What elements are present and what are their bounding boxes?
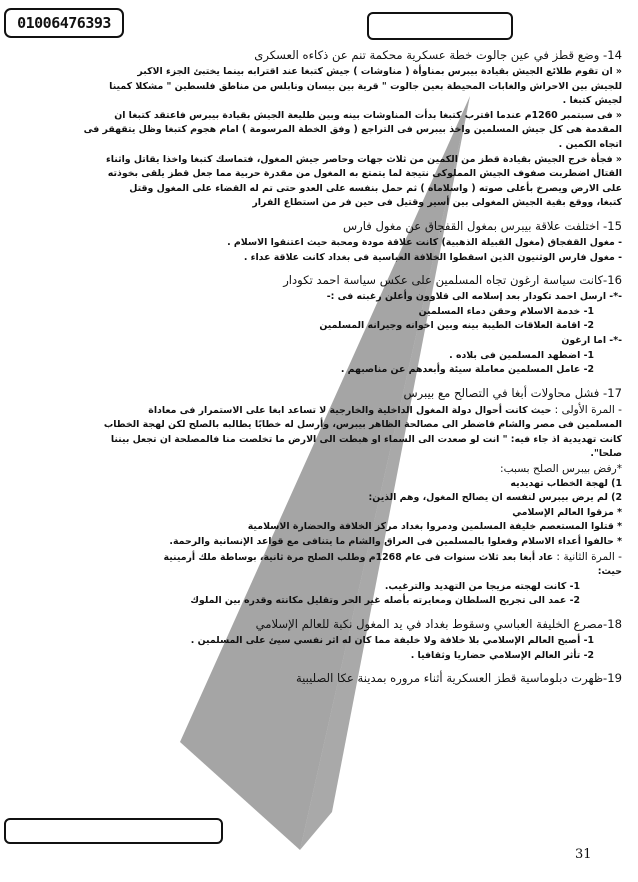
section-16-heading: 16-كانت سياسة ارغون تجاه المسلمين على عكس سياسة احمد تكودار	[283, 273, 622, 288]
section-15-line: - مغول فارس الوثنيون الذين اسقطوا الخلافة العباسية فى بغداد كانت علاقة عداء .	[243, 251, 622, 263]
second-attempt-text: عاد أبغا بعد ثلاث سنوات فى عام 1268م وطلب الصلح مرة ثانية، بوساطة ملك أرمينية	[163, 551, 554, 563]
section-15-line: - مغول القفجاق (مغول القبيلة الذهبية) كانت علاقة مودة ومحبة حيث اعتنقوا الاسلام .	[227, 236, 622, 248]
section-14-heading: 14- وضع قطز في عين جالوت خطة عسكرية محكمة تنم عن ذكاءه العسكرى	[254, 48, 622, 62]
section-17-line: 1- كانت لهجته مزيجا من التهديد والترغيب.	[384, 580, 580, 592]
section-16-line: 2- عامل المسلمين معاملة سيئة وأبعدهم عن مناصبهم .	[340, 364, 594, 376]
page-number: 31	[575, 847, 592, 862]
phone-number: 01006476393	[17, 14, 111, 32]
section-14-line: « فى سبتمبر 1260م عندما اقترب كتبغا بدأت المناوشات بينه وبين طليعة الجيش بقيادة بيبرس فاعتقد كتبغا ان	[114, 109, 622, 121]
section-17-second-line	[22, 550, 622, 566]
section-17-first-line	[22, 403, 622, 419]
section-14-line: « ان تقوم طلائع الجيش بقيادة بيبرس بمناوأة ( مناوشات ) جيش كتبغا عند اقترابه بينما يختبئ الجزء الاكبر	[137, 66, 622, 77]
section-16-line: 1- اضطهد المسلمين فى بلاده .	[449, 349, 594, 361]
refusal-line: 2) لم يرض بيبرس لنفسه ان يصالح المغول، وهم الذين:	[368, 492, 622, 504]
section-17-heading: 17- فشل محاولات أبغا في التصالح مع بيبرس	[403, 385, 622, 400]
refusal-line: 1) لهجة الخطاب تهديديه	[510, 477, 622, 489]
section-14-line: اتجاه الكمين .	[558, 138, 622, 150]
section-15-heading: 15- اختلفت علاقة بيبرس بمغول القفجاق عن مغول فارس	[343, 218, 622, 233]
section-16-line: 2- اقامة العلاقات الطيبة بينه وبين اخوانه وجيرانه المسلمين	[319, 320, 594, 332]
section-14-line: القتال اضطربت صفوف الجيش المملوكى نتيجة لما يتمتع به المغول من مقدرة حربية مما جعل قطز يلقى بخوذته	[107, 168, 622, 180]
second-attempt-label: - المرة الثانية :	[556, 550, 622, 563]
section-18-line: 2- تأثر العالم الإسلامي حضاريا وثقافيا .	[410, 649, 594, 661]
footer-box	[4, 818, 223, 844]
section-18-heading: 18-مصرع الخليفة العباسي وسقوط بغداد في يد المغول نكبة للعالم الإسلامي	[255, 617, 622, 631]
refusal-title: *رفض بيبرس الصلح بسبب:	[500, 463, 622, 476]
name-box	[367, 12, 513, 40]
section-17-line: كانت تهديدية اذ جاء فيه: " انت لو صعدت الى السماء او هبطت الى الارض ما تخلصت منا فالمصلحة ان تجعل بيننا	[110, 433, 622, 445]
first-attempt-label: - المرة الأولى :	[554, 403, 622, 416]
section-17-line: حيث:	[597, 566, 622, 578]
refusal-line: * قتلوا المستعصم خليفة المسلمين ودمروا بغداد مركز الخلافة والحضارة الاسلامية	[247, 521, 622, 533]
section-17-line: 2- عمد الى تجريح السلطان ومعايرته بأصله غير الحر وتقليل مكانته وقدره بين الملوك	[190, 595, 580, 607]
section-16-line: -*- ارسل احمد تكودار بعد إسلامه الى قلاوون وأعلن رغبته فى :-	[326, 291, 622, 303]
section-17-line: المسلمين فى مصر والشام فاضطر الى مصالحة الظاهر بيبرس، وأرسل له خطابًا يطالبه بالصلح لكن لهجة الخطاب	[103, 419, 622, 431]
section-14-line: كتبغا، ووقع بقية الجيش المغولى بين أسير وقتيل فى حين فر من استطاع الفرار	[252, 197, 622, 209]
section-19-heading: 19-ظهرت دبلوماسية قطز العسكرية أثناء مروره بمدينة عكا الصليبية	[295, 671, 622, 686]
section-14-line: « فجأة خرج الجيش بقيادة قطز من الكمين من ثلاث جهات وحاصر جيش المغول، فتماسك كتبغا واخذا يقاتل واثناء	[105, 153, 622, 165]
section-14-line: للجيش بين الاحراش والغابات المحيطة بعين جالوت " قرية بين بيسان ونابلس من مناطق فلسطين " مشكلا كمينا	[109, 80, 622, 92]
section-14-line: على الارض ويصرخ بأعلى صوته ( واسلاماه ) ثم حمل بنفسه على العدو حتى تم له القضاء على المغول وقتل	[129, 182, 622, 194]
first-attempt-text: حيث كانت أحوال دولة المغول الداخلية والخارجية لا تساعد ابغا على الاستمرار فى معاداة	[148, 404, 552, 416]
section-14-line: المقدمة هى كل جيش المسلمين واخذ بيبرس فى التراجع ( وفق الخطة المرسومة ) امام هجوم كتبغا وظل يتقهقر فى	[83, 124, 622, 136]
section-16-line: 1- خدمة الاسلام وحقن دماء المسلمين	[418, 305, 594, 317]
refusal-line: * مزقوا العالم الإسلامي	[512, 506, 622, 518]
section-16-line: -*- اما ارغون	[561, 334, 622, 346]
section-18-line: 1- أصبح العالم الإسلامي بلا خلافة ولا خليفة مما كان له اثر نفسي سيئ على المسلمين .	[190, 635, 594, 646]
section-14-line: لجيش كتبغا .	[562, 95, 622, 107]
refusal-line: * حالفوا أعداء الاسلام وفعلوا بالمسلمين فى العراق والشام ما يتنافى مع قواعد الإنسانية والرحمة.	[169, 536, 622, 548]
document-content	[22, 44, 622, 688]
phone-number-box	[4, 8, 124, 38]
section-17-line: صلحا".	[590, 448, 622, 460]
